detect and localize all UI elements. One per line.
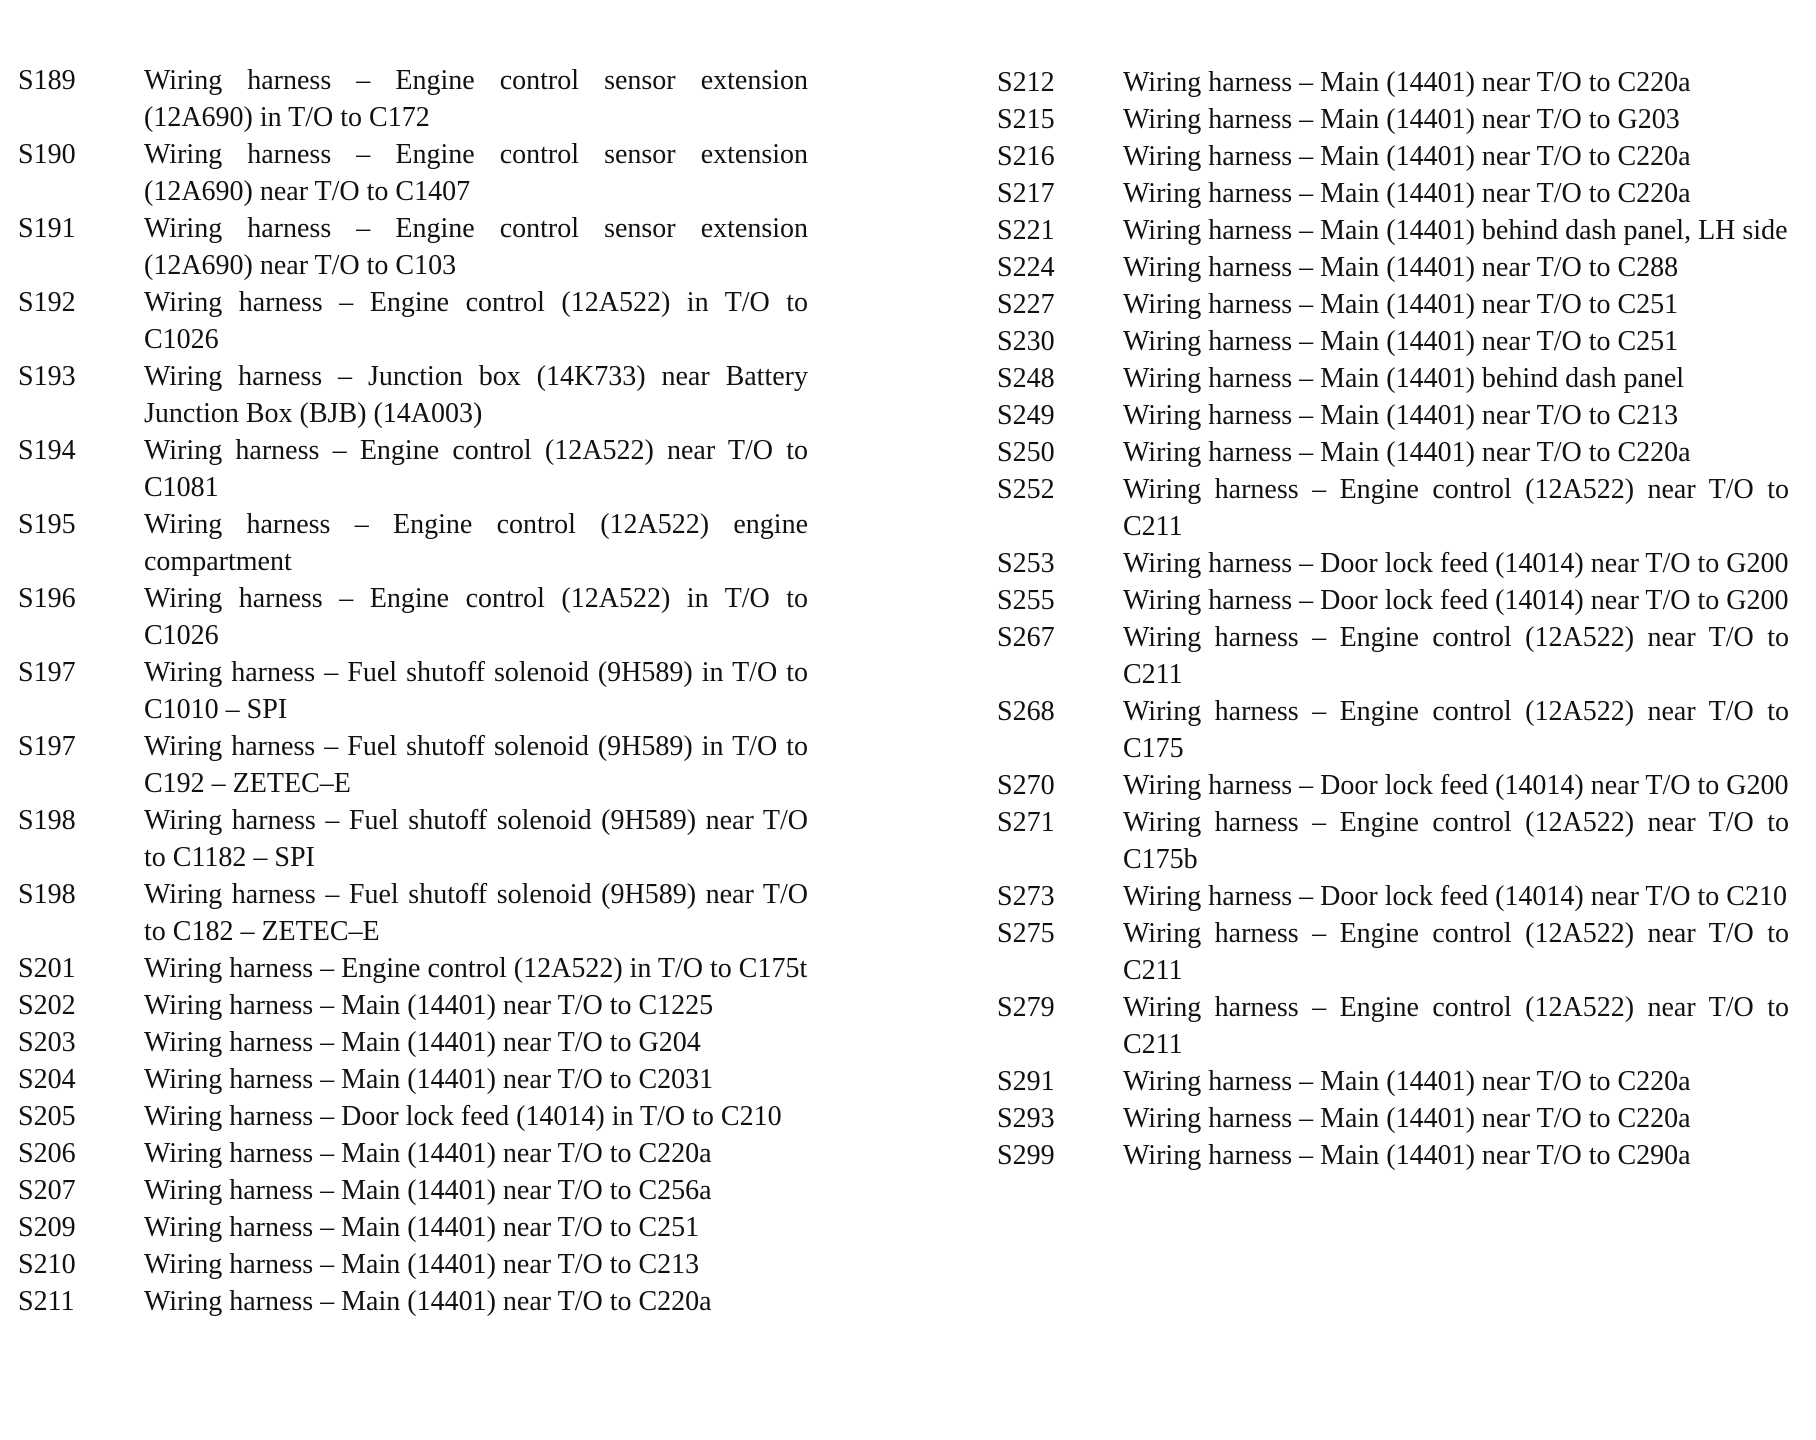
list-item <box>997 249 1787 286</box>
splice-code: S268 <box>997 696 1055 727</box>
splice-code: S291 <box>997 1066 1055 1097</box>
splice-list-right-column <box>997 64 1787 1174</box>
splice-code: S198 <box>18 879 76 910</box>
list-item <box>997 323 1787 360</box>
list-item <box>997 767 1787 804</box>
splice-code: S195 <box>18 509 76 540</box>
splice-description: Wiring harness – Door lock feed (14014) in T/O to C210 <box>144 1101 782 1132</box>
list-item <box>18 506 808 580</box>
splice-description: Wiring harness – Engine control sensor extension (12A690) in T/O to C172 <box>144 65 808 133</box>
splice-description: Wiring harness – Main (14401) near T/O to C220a <box>144 1138 712 1169</box>
list-item <box>18 136 808 210</box>
list-item <box>18 1283 808 1320</box>
splice-code: S279 <box>997 992 1055 1023</box>
splice-description: Wiring harness – Main (14401) near T/O to C256a <box>144 1175 712 1206</box>
splice-description: Wiring harness – Main (14401) near T/O to C220a <box>144 1286 712 1317</box>
splice-code: S205 <box>18 1101 76 1132</box>
list-item <box>18 1246 808 1283</box>
splice-description: Wiring harness – Main (14401) near T/O to C251 <box>144 1212 700 1243</box>
list-item <box>18 876 808 950</box>
splice-code: S191 <box>18 213 76 244</box>
splice-code: S210 <box>18 1249 76 1280</box>
splice-description: Wiring harness – Engine control (12A522) near T/O to C211 <box>1123 622 1789 690</box>
splice-description: Wiring harness – Engine control (12A522) near T/O to C175 <box>1123 696 1789 764</box>
splice-code: S194 <box>18 435 76 466</box>
splice-code: S250 <box>997 437 1055 468</box>
list-item <box>997 582 1787 619</box>
list-item <box>18 1172 808 1209</box>
splice-description: Wiring harness – Main (14401) near T/O to C220a <box>1123 141 1691 172</box>
list-item <box>18 1061 808 1098</box>
list-item <box>18 950 808 987</box>
splice-code: S217 <box>997 178 1055 209</box>
splice-description: Wiring harness – Main (14401) near T/O to C213 <box>144 1249 700 1280</box>
splice-code: S197 <box>18 731 76 762</box>
splice-description: Wiring harness – Door lock feed (14014) near T/O to G200 <box>1123 585 1789 616</box>
splice-code: S230 <box>997 326 1055 357</box>
splice-code: S202 <box>18 990 76 1021</box>
list-item <box>997 286 1787 323</box>
list-item <box>18 284 808 358</box>
splice-description: Wiring harness – Engine control (12A522) near T/O to C211 <box>1123 474 1789 542</box>
splice-description: Wiring harness – Engine control (12A522) in T/O to C175t <box>144 953 808 984</box>
splice-code: S189 <box>18 65 76 96</box>
list-item <box>997 360 1787 397</box>
list-item <box>18 1024 808 1061</box>
list-item <box>997 64 1787 101</box>
list-item <box>997 138 1787 175</box>
splice-description: Wiring harness – Main (14401) behind dash panel, LH side <box>1123 215 1788 246</box>
splice-code: S211 <box>18 1286 75 1317</box>
splice-code: S273 <box>997 881 1055 912</box>
splice-code: S253 <box>997 548 1055 579</box>
list-item <box>997 1100 1787 1137</box>
list-item <box>997 175 1787 212</box>
list-item <box>18 987 808 1024</box>
splice-description: Wiring harness – Door lock feed (14014) near T/O to G200 <box>1123 770 1789 801</box>
list-item <box>18 432 808 506</box>
splice-description: Wiring harness – Fuel shutoff solenoid (9H589) in T/O to C192 – ZETEC–E <box>144 731 808 799</box>
splice-code: S267 <box>997 622 1055 653</box>
splice-code: S293 <box>997 1103 1055 1134</box>
splice-description: Wiring harness – Fuel shutoff solenoid (9H589) near T/O to C1182 – SPI <box>144 805 808 873</box>
splice-description: Wiring harness – Door lock feed (14014) near T/O to C210 <box>1123 881 1787 912</box>
list-item <box>18 210 808 284</box>
list-item <box>18 358 808 432</box>
splice-code: S204 <box>18 1064 76 1095</box>
splice-code: S206 <box>18 1138 76 1169</box>
splice-description: Wiring harness – Engine control (12A522) in T/O to C1026 <box>144 287 808 355</box>
splice-code: S255 <box>997 585 1055 616</box>
splice-description: Wiring harness – Engine control (12A522) near T/O to C175b <box>1123 807 1789 875</box>
splice-description: Wiring harness – Main (14401) near T/O to C220a <box>1123 1103 1691 1134</box>
splice-description: Wiring harness – Engine control sensor extension (12A690) near T/O to C103 <box>144 213 808 281</box>
splice-description: Wiring harness – Main (14401) near T/O to G203 <box>1123 104 1680 135</box>
splice-description: Wiring harness – Junction box (14K733) near Battery Junction Box (BJB) (14A003) <box>144 361 808 429</box>
list-item <box>997 434 1787 471</box>
splice-code: S212 <box>997 67 1055 98</box>
splice-code: S209 <box>18 1212 76 1243</box>
splice-description: Wiring harness – Main (14401) near T/O to C220a <box>1123 437 1691 468</box>
list-item <box>997 545 1787 582</box>
splice-code: S249 <box>997 400 1055 431</box>
splice-code: S207 <box>18 1175 76 1206</box>
list-item <box>997 804 1787 878</box>
list-item <box>18 1098 808 1135</box>
list-item <box>18 1135 808 1172</box>
splice-code: S190 <box>18 139 76 170</box>
splice-code: S271 <box>997 807 1055 838</box>
list-item <box>997 471 1787 545</box>
splice-code: S216 <box>997 141 1055 172</box>
splice-description: Wiring harness – Main (14401) near T/O to C2031 <box>144 1064 714 1095</box>
list-item <box>997 1063 1787 1100</box>
splice-description: Wiring harness – Main (14401) near T/O to C220a <box>1123 1066 1691 1097</box>
list-item <box>18 802 808 876</box>
list-item <box>997 989 1787 1063</box>
list-item <box>997 1137 1787 1174</box>
list-item <box>997 878 1787 915</box>
list-item <box>18 1209 808 1246</box>
splice-list-left-column <box>18 62 808 1320</box>
splice-description: Wiring harness – Engine control (12A522) engine compartment <box>144 509 808 577</box>
splice-description: Wiring harness – Engine control sensor extension (12A690) near T/O to C1407 <box>144 139 808 207</box>
splice-description: Wiring harness – Main (14401) near T/O to C251 <box>1123 289 1679 320</box>
splice-code: S193 <box>18 361 76 392</box>
splice-description: Wiring harness – Main (14401) near T/O to G204 <box>144 1027 701 1058</box>
splice-description: Wiring harness – Engine control (12A522) near T/O to C211 <box>1123 992 1789 1060</box>
list-item <box>997 212 1787 249</box>
splice-code: S198 <box>18 805 76 836</box>
splice-description: Wiring harness – Door lock feed (14014) near T/O to G200 <box>1123 548 1789 579</box>
splice-code: S197 <box>18 657 76 688</box>
splice-description: Wiring harness – Engine control (12A522) in T/O to C1026 <box>144 583 808 651</box>
splice-description: Wiring harness – Main (14401) near T/O to C290a <box>1123 1140 1691 1171</box>
splice-description: Wiring harness – Engine control (12A522) near T/O to C1081 <box>144 435 808 503</box>
list-item <box>997 619 1787 693</box>
splice-description: Wiring harness – Main (14401) near T/O to C1225 <box>144 990 714 1021</box>
splice-code: S252 <box>997 474 1055 505</box>
splice-description: Wiring harness – Main (14401) near T/O to C220a <box>1123 67 1691 98</box>
splice-description: Wiring harness – Main (14401) near T/O to C251 <box>1123 326 1679 357</box>
splice-code: S196 <box>18 583 76 614</box>
splice-code: S215 <box>997 104 1055 135</box>
splice-code: S201 <box>18 953 76 984</box>
splice-code: S221 <box>997 215 1055 246</box>
splice-description: Wiring harness – Engine control (12A522) near T/O to C211 <box>1123 918 1789 986</box>
list-item <box>18 580 808 654</box>
splice-description: Wiring harness – Main (14401) near T/O to C220a <box>1123 178 1691 209</box>
splice-code: S248 <box>997 363 1055 394</box>
list-item <box>18 654 808 728</box>
splice-code: S224 <box>997 252 1055 283</box>
splice-description: Wiring harness – Main (14401) near T/O to C288 <box>1123 252 1679 283</box>
splice-code: S299 <box>997 1140 1055 1171</box>
list-item <box>997 397 1787 434</box>
splice-description: Wiring harness – Main (14401) behind dash panel <box>1123 363 1685 394</box>
splice-code: S227 <box>997 289 1055 320</box>
list-item <box>997 693 1787 767</box>
list-item <box>997 101 1787 138</box>
list-item <box>997 915 1787 989</box>
list-item <box>18 728 808 802</box>
splice-code: S270 <box>997 770 1055 801</box>
splice-code: S203 <box>18 1027 76 1058</box>
splice-description: Wiring harness – Fuel shutoff solenoid (9H589) in T/O to C1010 – SPI <box>144 657 808 725</box>
splice-description: Wiring harness – Fuel shutoff solenoid (9H589) near T/O to C182 – ZETEC–E <box>144 879 808 947</box>
splice-code: S192 <box>18 287 76 318</box>
splice-description: Wiring harness – Main (14401) near T/O to C213 <box>1123 400 1679 431</box>
splice-code: S275 <box>997 918 1055 949</box>
list-item <box>18 62 808 136</box>
